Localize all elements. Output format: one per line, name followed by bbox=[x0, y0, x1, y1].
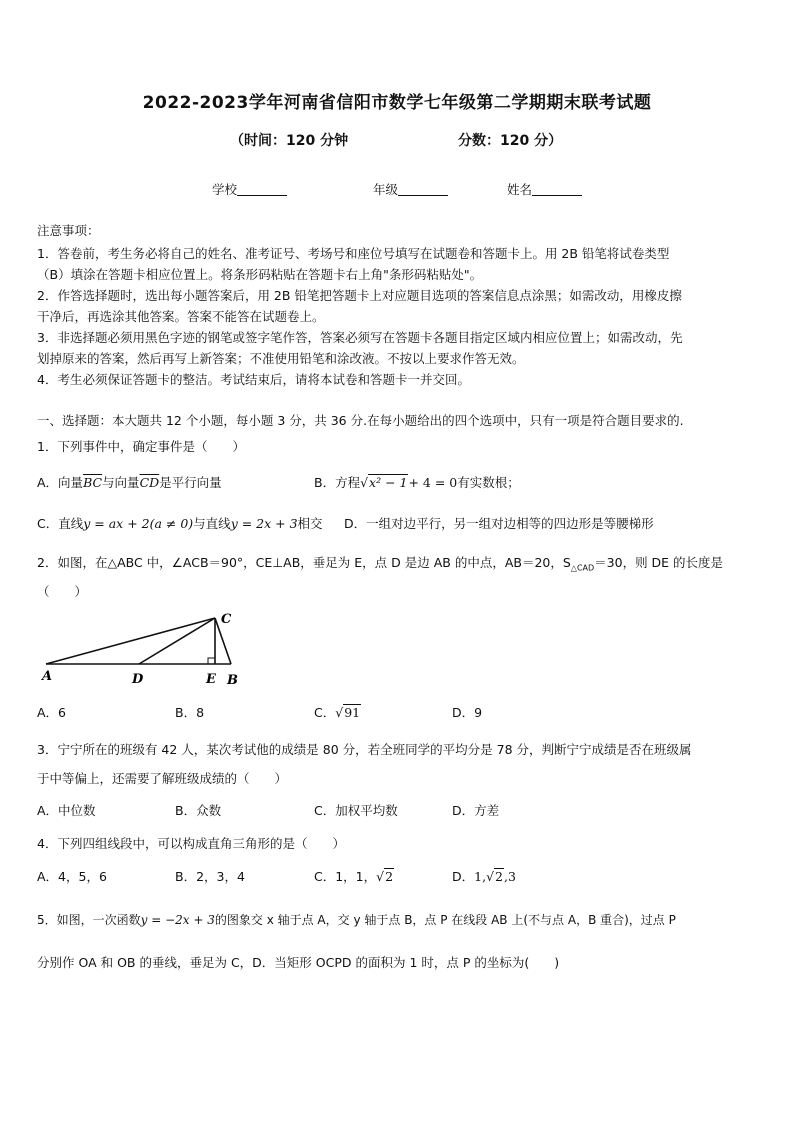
q4-c-radicand: 2 bbox=[385, 869, 394, 884]
q2-option-d: D．9 bbox=[452, 705, 483, 720]
q2-area-subscript: △CAD bbox=[570, 563, 595, 573]
q1-c-mid: 与直线 bbox=[193, 516, 231, 531]
q4-d-pre: D． bbox=[452, 869, 475, 884]
q2-stem-1: 2．如图，在△ABC 中，∠ACB＝90°，CE⊥AB，垂足为 E，点 D 是边 AB 的中点，AB＝20，S bbox=[37, 555, 571, 570]
median-cd bbox=[139, 618, 215, 664]
exam-time: （时间：120 分钟 bbox=[230, 133, 349, 149]
q2-option-a: A．6 bbox=[37, 705, 67, 720]
q3-option-d: D．方差 bbox=[452, 803, 500, 818]
q1-a-mid: 与向量 bbox=[102, 475, 140, 490]
note-1b: （B）填涂在答题卡相应位置上。将条形码粘贴在答题卡右上角"条形码粘贴处"。 bbox=[37, 267, 483, 282]
label-c: C bbox=[221, 612, 232, 627]
q1-c-post: 相交 bbox=[297, 516, 323, 531]
q3-option-b: B．众数 bbox=[175, 803, 222, 818]
q4-option-d: D．1,√2,3 bbox=[452, 869, 516, 884]
q1-stem: 1．下列事件中，确定事件是（ ） bbox=[37, 439, 245, 454]
name-label: 姓名 bbox=[507, 182, 533, 197]
q1-option-b: B．方程√x² − 1+ 4 = 0有实数根； bbox=[314, 475, 520, 490]
note-1a: 1．答卷前，考生务必将自己的姓名、准考证号、考场号和座位号填写在试题卷和答题卡上。用 2B 铅笔将试卷类型 bbox=[37, 246, 670, 261]
q4-d-radicand: 2 bbox=[495, 869, 503, 884]
label-d: D bbox=[132, 672, 144, 687]
q1-option-a bbox=[37, 473, 222, 491]
q5-equation: y = −2x + 3 bbox=[140, 913, 215, 927]
q4-c-pre: C．1，1， bbox=[314, 869, 377, 884]
q1-c-eq2: y = 2x + 3 bbox=[230, 516, 298, 531]
q1-c-eq1: y = ax + 2(a ≠ 0) bbox=[83, 516, 194, 531]
q5-l1-pre: 5．如图，一次函数 bbox=[37, 913, 141, 927]
note-2a: 2．作答选择题时，选出每小题答案后，用 2B 铅笔把答题卡上对应题目选项的答案信息点涂黑；如需改动，用橡皮擦 bbox=[37, 288, 682, 303]
q2-triangle-figure bbox=[30, 608, 250, 688]
q5-l1-post: 的图象交 x 轴于点 A，交 y 轴于点 B，点 P 在线段 AB 上(不与点 A，B 重合)，过点 P bbox=[214, 913, 676, 927]
q5-line-2: 分别作 OA 和 OB 的垂线，垂足为 C，D．当矩形 OCPD 的面积为 1 时，点 P 的坐标为( ) bbox=[37, 955, 560, 970]
school-field bbox=[212, 180, 287, 198]
q2-stem-2: ＝30，则 DE 的长度是 bbox=[594, 555, 724, 570]
q1-b-radicand: x² − 1 bbox=[369, 475, 408, 490]
grade-label: 年级 bbox=[373, 182, 399, 197]
grade-blank bbox=[398, 183, 448, 196]
q4-option-a: A．4，5，6 bbox=[37, 869, 107, 884]
q1-c-pre: C．直线 bbox=[37, 516, 84, 531]
side-ac bbox=[46, 618, 215, 664]
vector-bc: $\overline{BC}$ bbox=[83, 475, 103, 490]
grade-field bbox=[373, 180, 448, 198]
school-label: 学校 bbox=[212, 182, 238, 197]
q2-option-b: B．8 bbox=[175, 705, 205, 720]
q3-stem-2: 于中等偏上，还需要了解班级成绩的（ ） bbox=[37, 771, 288, 786]
q1-b-pre: B．方程 bbox=[314, 475, 361, 490]
q4-d-first: 1, bbox=[474, 869, 487, 884]
q4-option-b: B．2，3，4 bbox=[175, 869, 245, 884]
q2-option-c: C．√91 bbox=[314, 705, 361, 720]
q5-line-1 bbox=[37, 911, 676, 928]
right-angle-mark bbox=[208, 658, 215, 664]
q4-d-last: ,3 bbox=[504, 869, 516, 884]
q1-option-c bbox=[37, 514, 323, 532]
q2-stem bbox=[37, 553, 723, 573]
q3-option-c: C．加权平均数 bbox=[314, 803, 398, 818]
section-1-heading: 一、选择题：本大题共 12 个小题，每小题 3 分，共 36 分.在每小题给出的四个选项中，只有一项是符合题目要求的. bbox=[37, 413, 684, 428]
q1-a-post: 是平行向量 bbox=[159, 475, 222, 490]
q1-option-d: D．一组对边平行，另一组对边相等的四边形是等腰梯形 bbox=[344, 516, 654, 531]
note-2b: 干净后，再选涂其他答案。答案不能答在试题卷上。 bbox=[37, 309, 325, 324]
q2-stem-cont: （ ） bbox=[37, 584, 88, 599]
name-field bbox=[507, 180, 582, 198]
exam-score: 分数：120 分） bbox=[458, 133, 563, 149]
q3-option-a: A．中位数 bbox=[37, 803, 96, 818]
q1-a-pre: A．向量 bbox=[37, 475, 84, 490]
q1-b-rest: + 4 = 0 bbox=[408, 475, 458, 490]
q3-stem-1: 3．宁宁所在的班级有 42 人，某次考试他的成绩是 80 分，若全班同学的平均分是 78 分，判断宁宁成绩是否在班级属 bbox=[37, 742, 692, 757]
label-b: B bbox=[227, 673, 238, 688]
q4-stem: 4．下列四组线段中，可以构成直角三角形的是（ ） bbox=[37, 836, 345, 851]
page-title: 2022-2023学年河南省信阳市数学七年级第二学期期末联考试题 bbox=[142, 93, 652, 113]
q4-option-c: C．1，1，√2 bbox=[314, 869, 394, 884]
note-3b: 划掉原来的答案，然后再写上新答案；不准使用铅笔和涂改液。不按以上要求作答无效。 bbox=[37, 351, 525, 366]
notes-heading: 注意事项： bbox=[37, 223, 100, 238]
q1-b-post: 有实数根； bbox=[457, 475, 520, 490]
label-e: E bbox=[206, 672, 216, 687]
note-3a: 3．非选择题必须用黑色字迹的钢笔或签字笔作答，答案必须写在答题卡各题目指定区域内相应位置上；如需改动，先 bbox=[37, 330, 683, 345]
vector-cd: $\overline{CD}$ bbox=[139, 475, 160, 490]
name-blank bbox=[532, 183, 582, 196]
q2-c-pre: C． bbox=[314, 705, 336, 720]
q2-c-radicand: 91 bbox=[344, 705, 361, 720]
school-blank bbox=[237, 183, 287, 196]
label-a: A bbox=[42, 669, 53, 684]
note-4: 4．考生必须保证答题卡的整洁。考试结束后，请将本试卷和答题卡一并交回。 bbox=[37, 372, 470, 387]
